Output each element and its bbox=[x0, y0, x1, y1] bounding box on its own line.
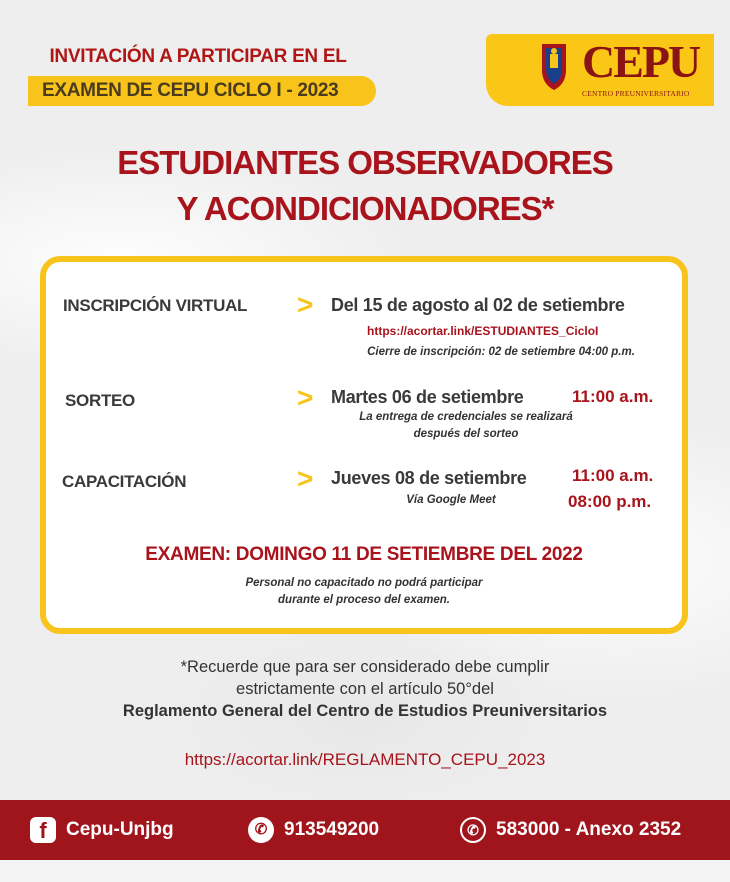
chevron-right-icon: > bbox=[297, 382, 314, 413]
capacitacion-date: Jueves 08 de setiembre bbox=[331, 468, 527, 488]
sorteo-time: 11:00 a.m. bbox=[572, 387, 654, 406]
sorteo-note bbox=[346, 409, 586, 443]
whatsapp-icon: ✆ bbox=[248, 817, 274, 843]
footer-bottom-strip bbox=[0, 860, 730, 882]
logo-subtitle: CENTRO PREUNIVERSITARIO bbox=[582, 89, 690, 98]
footnote-line-1: *Recuerde que para ser considerado debe cumplir bbox=[180, 658, 550, 676]
sorteo-date: Martes 06 de setiembre bbox=[331, 387, 524, 407]
title-line-2: Y ACONDICIONADORES* bbox=[176, 190, 554, 227]
facebook-text: Cepu-Unjbg bbox=[66, 819, 174, 840]
capacitacion-time-1: 11:00 a.m. bbox=[572, 466, 654, 485]
footnote-line-3: Reglamento General del Centro de Estudios Preuniversitarios bbox=[122, 702, 608, 720]
schedule-card bbox=[40, 256, 688, 634]
header-line-1: INVITACIÓN A PARTICIPAR EN EL bbox=[49, 46, 347, 67]
capacitacion-note: Vía Google Meet bbox=[406, 494, 496, 506]
inscripcion-note: Cierre de inscripción: 02 de setiembre 04:00 p.m. bbox=[367, 346, 635, 358]
phone-contact[interactable] bbox=[460, 800, 681, 860]
footnote-line-2: estrictamente con el artículo 50°del bbox=[236, 680, 494, 698]
logo-wordmark: CEPU bbox=[582, 36, 700, 87]
phone-icon: ✆ bbox=[460, 817, 486, 843]
page-title bbox=[0, 140, 730, 232]
sorteo-note-line-2: después del sorteo bbox=[413, 428, 519, 440]
inscripcion-label: INSCRIPCIÓN VIRTUAL bbox=[63, 296, 248, 315]
exam-note bbox=[166, 575, 562, 609]
title-line-1: ESTUDIANTES OBSERVADORES bbox=[117, 144, 613, 181]
invitation-header bbox=[28, 44, 378, 106]
exam-note-line-2: durante el proceso del examen. bbox=[278, 594, 450, 606]
exam-title: EXAMEN: DOMINGO 11 DE SETIEMBRE DEL 2022 bbox=[145, 544, 583, 565]
cepu-logo bbox=[486, 34, 714, 106]
reglamento-link[interactable]: https://acortar.link/REGLAMENTO_CEPU_2023 bbox=[184, 750, 546, 769]
chevron-right-icon: > bbox=[297, 463, 314, 494]
capacitacion-time-2: 08:00 p.m. bbox=[568, 492, 652, 511]
phone-text: 583000 - Anexo 2352 bbox=[496, 819, 682, 840]
chevron-right-icon: > bbox=[297, 289, 314, 320]
whatsapp-text: 913549200 bbox=[284, 819, 380, 840]
footnote bbox=[0, 656, 730, 722]
exam-note-line-1: Personal no capacitado no podrá participar bbox=[245, 577, 483, 589]
inscripcion-dates: Del 15 de agosto al 02 de setiembre bbox=[331, 295, 625, 315]
sorteo-note-line-1: La entrega de credenciales se realizará bbox=[359, 411, 573, 423]
facebook-contact[interactable] bbox=[30, 800, 174, 860]
university-shield-icon bbox=[538, 40, 570, 94]
contact-footer bbox=[0, 800, 730, 860]
inscripcion-link[interactable]: https://acortar.link/ESTUDIANTES_CicloI bbox=[367, 324, 599, 338]
facebook-icon: f bbox=[30, 817, 56, 843]
whatsapp-contact[interactable] bbox=[248, 800, 379, 860]
sorteo-label: SORTEO bbox=[65, 391, 135, 410]
capacitacion-label: CAPACITACIÓN bbox=[62, 472, 187, 491]
header-line-2: EXAMEN DE CEPU CICLO I - 2023 bbox=[28, 76, 376, 106]
